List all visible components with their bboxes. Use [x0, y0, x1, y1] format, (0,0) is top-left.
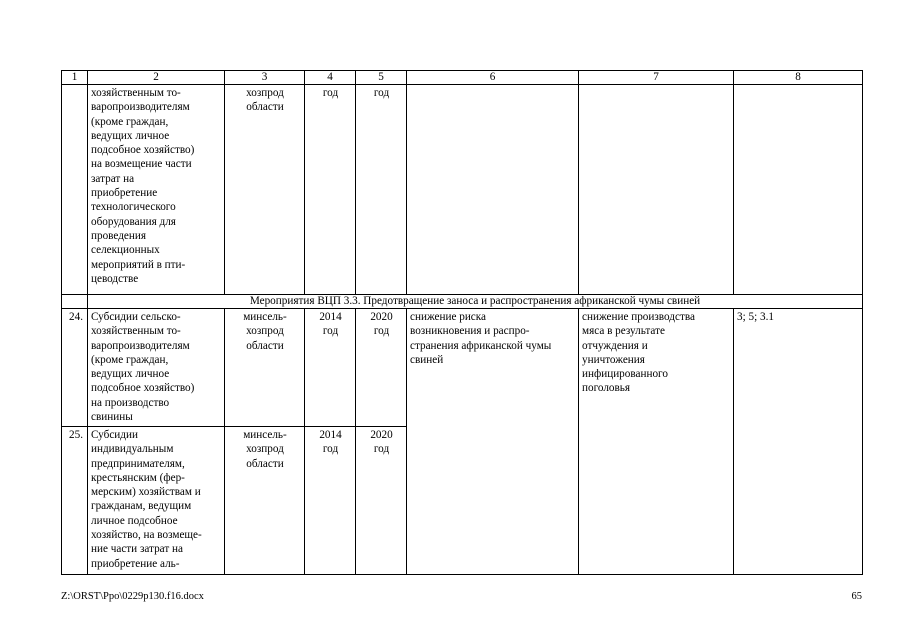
- text-line: отчуждения и: [582, 339, 648, 352]
- measure-executor: [225, 309, 305, 427]
- text-line: хозпрод: [246, 325, 284, 338]
- text-line: крестьянским (фер-: [91, 471, 185, 484]
- text-line: минсель-: [243, 311, 287, 323]
- text-line: подсобное хозяйство): [91, 382, 195, 395]
- continued-indicator-cell: [734, 85, 863, 295]
- text-line: варопроизводителям: [91, 101, 190, 114]
- text-line: области: [246, 101, 284, 114]
- column-number-8: 8: [734, 71, 863, 85]
- text-line: инфицированного: [582, 368, 668, 381]
- text-line: хозпрод: [246, 443, 284, 456]
- section-title: Мероприятия ВЦП 3.3. Предотвращение заноса и распространения африканской чумы свиней: [88, 295, 863, 309]
- measure-executor: [225, 427, 305, 575]
- text-line: 2014: [319, 429, 342, 441]
- text-line: свинины: [91, 411, 133, 424]
- text-line: (кроме граждан,: [91, 353, 169, 366]
- column-number-7: 7: [579, 71, 734, 85]
- text-line: селекционных: [91, 244, 160, 257]
- text-line: области: [246, 457, 284, 470]
- text-line: индивидуальным: [91, 443, 174, 456]
- text-line: на возмещение части: [91, 158, 192, 171]
- column-number-2: 2: [88, 71, 225, 85]
- text-line: проведения: [91, 229, 146, 242]
- continued-start-year: год: [305, 85, 356, 295]
- text-line: технологического: [91, 201, 176, 214]
- text-line: ведущих личное: [91, 368, 170, 381]
- text-line: Субсидии сельско-: [91, 311, 181, 323]
- text-line: хозяйственным то-: [91, 87, 181, 99]
- column-number-6: 6: [407, 71, 579, 85]
- text-line: на производство: [91, 396, 170, 409]
- text-line: снижение производства: [582, 311, 695, 323]
- text-line: хозпрод: [246, 87, 284, 99]
- column-number-3: 3: [225, 71, 305, 85]
- text-line: хозяйственным то-: [91, 325, 181, 338]
- continued-result-cell: [407, 85, 579, 295]
- column-number-1: 1: [62, 71, 88, 85]
- text-line: мероприятий в пти-: [91, 258, 186, 271]
- continued-executor: [225, 85, 305, 295]
- text-line: минсель-: [243, 429, 287, 441]
- text-line: гражданам, ведущим: [91, 500, 192, 513]
- text-line: странения африканской чумы: [410, 339, 552, 352]
- indicator-reference: 3; 5; 3.1: [734, 309, 863, 575]
- text-line: ведущих личное: [91, 129, 170, 142]
- text-line: 2014: [319, 311, 342, 323]
- page-number: 65: [851, 591, 862, 602]
- text-line: подсобное хозяйство): [91, 144, 195, 157]
- text-line: уничтожения: [582, 353, 645, 366]
- continued-description: [88, 85, 225, 295]
- text-line: поголовья: [582, 382, 631, 395]
- text-line: год: [373, 443, 390, 456]
- continued-end-year: год: [356, 85, 407, 295]
- text-line: год: [373, 325, 390, 338]
- measure-end-year: [356, 427, 407, 575]
- text-line: личное подсобное: [91, 514, 178, 527]
- column-number-row: [62, 71, 863, 85]
- text-line: (кроме граждан,: [91, 115, 169, 128]
- text-line: ние части затрат на: [91, 543, 183, 556]
- continued-row: [62, 85, 863, 295]
- measure-description: [88, 427, 225, 575]
- column-number-5: 5: [356, 71, 407, 85]
- text-line: свиней: [410, 353, 444, 366]
- continued-consequence-cell: [579, 85, 734, 295]
- text-line: мерским) хозяйствам и: [91, 486, 201, 499]
- text-line: Субсидии: [91, 429, 138, 441]
- measure-end-year: [356, 309, 407, 427]
- row-number: 24.: [62, 309, 88, 427]
- text-line: 2020: [370, 429, 393, 441]
- text-line: цеводстве: [91, 272, 139, 285]
- section-row: [62, 295, 863, 309]
- non-implementation-consequence: [579, 309, 734, 575]
- text-line: затрат на: [91, 172, 135, 185]
- program-measures-table: [61, 70, 863, 575]
- section-number-cell: [62, 295, 88, 309]
- text-line: снижение риска: [410, 311, 487, 323]
- row-number: 25.: [62, 427, 88, 575]
- table-row: [62, 309, 863, 427]
- expected-result: [407, 309, 579, 575]
- text-line: год: [322, 325, 339, 338]
- text-line: хозяйство, на возмеще-: [91, 529, 202, 542]
- document-path: Z:\ORST\Ppo\0229p130.f16.docx: [61, 591, 204, 602]
- text-line: возникновения и распро-: [410, 325, 530, 338]
- continued-number-cell: [62, 85, 88, 295]
- measure-start-year: [305, 309, 356, 427]
- text-line: приобретение: [91, 187, 158, 200]
- text-line: оборудования для: [91, 215, 176, 228]
- text-line: варопроизводителям: [91, 339, 190, 352]
- measure-description: [88, 309, 225, 427]
- text-line: приобретение аль-: [91, 557, 180, 570]
- text-line: 2020: [370, 311, 393, 323]
- column-number-4: 4: [305, 71, 356, 85]
- text-line: год: [322, 443, 339, 456]
- text-line: предпринимателям,: [91, 457, 185, 470]
- text-line: области: [246, 339, 284, 352]
- text-line: мяса в результате: [582, 325, 665, 338]
- measure-start-year: [305, 427, 356, 575]
